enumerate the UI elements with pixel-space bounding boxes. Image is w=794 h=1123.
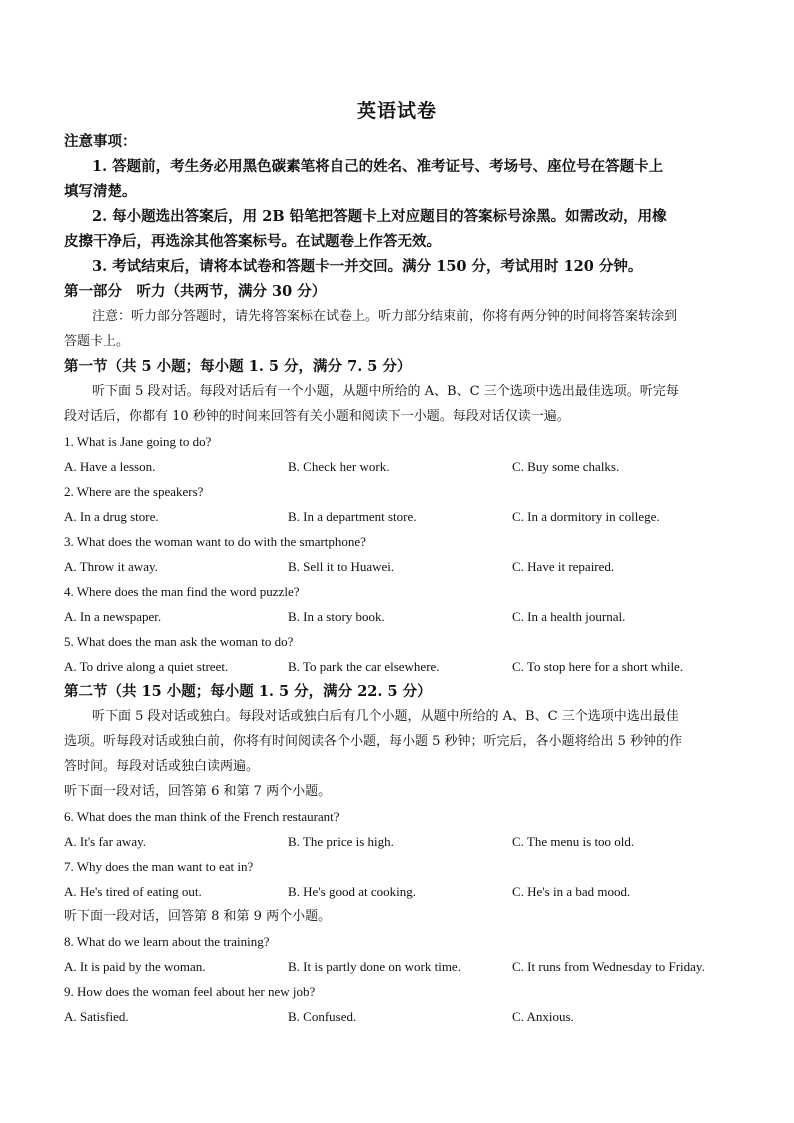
question-2-option-b: B. In a department store. [288,509,417,524]
question-6-option-a: A. It's far away. [64,834,146,849]
question-9-option-a: A. Satisfied. [64,1009,129,1024]
note-item-1-cont: 填写清楚。 [64,183,137,200]
question-5-option-b: B. To park the car elsewhere. [288,659,440,674]
question-6-stem: 6. What does the man think of the French restaurant? [64,809,340,824]
question-8-option-b: B. It is partly done on work time. [288,959,461,974]
page-title: 英语试卷 [356,100,437,122]
question-5-option-c: C. To stop here for a short while. [512,659,684,674]
question-4-option-a: A. In a newspaper. [64,609,162,624]
section1-instructions-cont: 段对话后，你都有 10 秒钟的时间来回答有关小题和阅读下一小题。每段对话仅读一遍。 [64,409,570,424]
question-9-option-c: C. Anxious. [512,1009,574,1024]
notes-heading: 注意事项： [64,133,137,150]
question-4-option-c: C. In a health journal. [512,609,626,624]
part1-note: 注意：听力部分答题时，请先将答案标在试卷上。听力部分结束前，你将有两分钟的时间将答案转涂到 [92,309,678,324]
section2-instructions-cont-1: 选项。听每段对话或独白前，你将有时间阅读各个小题，每小题 5 秒钟；听完后，各小题将给出 5 秒钟的作 [64,734,683,749]
question-2-stem: 2. Where are the speakers? [64,484,204,499]
question-7-option-c: C. He's in a bad mood. [512,884,631,899]
group-instruction-6-7: 听下面一段对话，回答第 6 和第 7 两个小题。 [64,784,332,799]
part1-note-cont: 答题卡上。 [64,334,130,349]
question-5-option-a: A. To drive along a quiet street. [64,659,229,674]
question-7-option-a: A. He's tired of eating out. [64,884,202,899]
question-4-stem: 4. Where does the man find the word puzzle? [64,584,300,599]
question-7-option-b: B. He's good at cooking. [288,884,416,899]
question-1-stem: 1. What is Jane going to do? [64,434,212,449]
question-4-option-b: B. In a story book. [288,609,385,624]
question-6-option-b: B. The price is high. [288,834,394,849]
group-instruction-8-9: 听下面一段对话，回答第 8 和第 9 两个小题。 [64,909,332,924]
question-6-option-c: C. The menu is too old. [512,834,635,849]
question-9-stem: 9. How does the woman feel about her new job? [64,984,316,999]
question-1-option-c: C. Buy some chalks. [512,459,620,474]
question-8-option-a: A. It is paid by the woman. [64,959,206,974]
question-7-stem: 7. Why does the man want to eat in? [64,859,254,874]
question-1-option-a: A. Have a lesson. [64,459,156,474]
question-3-stem: 3. What does the woman want to do with the smartphone? [64,534,366,549]
section2-instructions: 听下面 5 段对话或独白。每段对话或独白后有几个小题，从题中所给的 A、B、C 三个选项中选出最佳 [92,709,679,724]
question-3-option-a: A. Throw it away. [64,559,158,574]
note-item-2-cont: 皮擦干净后，再选涂其他答案标号。在试题卷上作答无效。 [64,233,441,250]
question-9-option-b: B. Confused. [288,1009,357,1024]
question-8-stem: 8. What do we learn about the training? [64,934,270,949]
question-3-option-b: B. Sell it to Huawei. [288,559,395,574]
question-3-option-c: C. Have it repaired. [512,559,615,574]
section2-heading: 第二节（共 15 小题；每小题 1. 5 分，满分 22. 5 分） [64,683,432,700]
note-item-3: 3. 考试结束后，请将本试卷和答题卡一并交回。满分 150 分，考试用时 120 分钟。 [92,258,643,275]
section1-instructions: 听下面 5 段对话。每段对话后有一个小题，从题中所给的 A、B、C 三个选项中选出最佳选项。听完每 [92,384,679,399]
section2-instructions-cont-2: 答时间。每段对话或独白读两遍。 [64,759,260,774]
part1-heading: 第一部分 听力（共两节，满分 30 分） [64,283,327,300]
question-8-option-c: C. It runs from Wednesday to Friday. [512,959,705,974]
section1-heading: 第一节（共 5 小题；每小题 1. 5 分，满分 7. 5 分） [64,358,412,375]
question-2-option-c: C. In a dormitory in college. [512,509,660,524]
question-2-option-a: A. In a drug store. [64,509,159,524]
question-5-stem: 5. What does the man ask the woman to do? [64,634,294,649]
note-item-1: 1. 答题前，考生务必用黑色碳素笔将自己的姓名、准考证号、考场号、座位号在答题卡上 [92,158,664,175]
question-1-option-b: B. Check her work. [288,459,390,474]
note-item-2: 2. 每小题选出答案后，用 2B 铅笔把答题卡上对应题目的答案标号涂黑。如需改动，用橡 [92,208,667,225]
